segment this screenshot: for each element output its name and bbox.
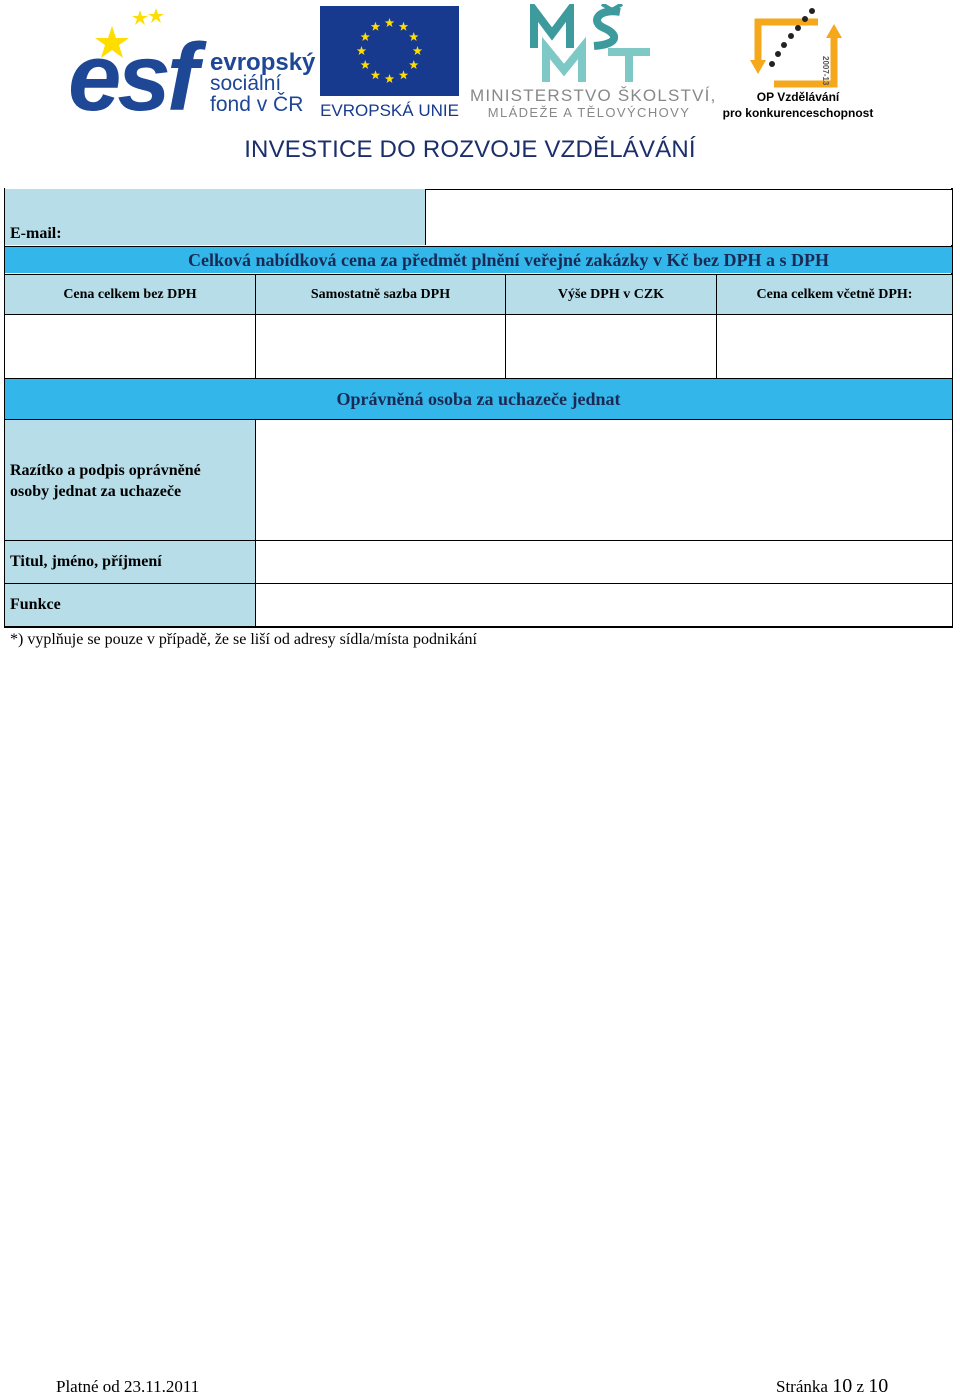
authorized-section-title: Oprávněná osoba za uchazeče jednat xyxy=(336,389,621,409)
price-col-header xyxy=(5,274,255,314)
stamp-label-cell xyxy=(5,419,255,540)
page-word: Stránka xyxy=(776,1377,828,1396)
eu-star-icon xyxy=(409,60,419,69)
eu-star-icon xyxy=(385,18,395,27)
page-of: z xyxy=(856,1377,864,1396)
op-mark-icon xyxy=(748,4,848,92)
email-value-field[interactable] xyxy=(425,189,952,245)
eu-star-icon xyxy=(371,70,381,79)
title-name-label: Titul, jméno, příjmení xyxy=(10,553,162,570)
esf-letters: esf xyxy=(68,24,195,131)
page-total: 10 xyxy=(868,1375,889,1397)
op-years: 2007-13 xyxy=(821,56,830,86)
eu-star-icon xyxy=(361,32,371,41)
price-col-header-label: Samostatně sazba DPH xyxy=(310,287,451,302)
function-label-cell xyxy=(5,583,255,626)
msmt-line-2: MLÁDEŽE A TĚLOVÝCHOVY xyxy=(487,105,691,120)
eu-star-icon xyxy=(399,22,409,31)
title-name-field[interactable] xyxy=(255,540,952,583)
esf-line-1: evropský xyxy=(210,49,316,76)
op-line-2: pro konkurenceschopnost xyxy=(722,106,874,120)
eu-star-icon xyxy=(371,22,381,31)
eu-name: EVROPSKÁ UNIE xyxy=(320,101,459,120)
price-section-title: Celková nabídková cena za předmět plnění veřejné zakázky v Kč bez DPH a s DPH xyxy=(188,250,829,270)
esf-logo xyxy=(0,0,316,131)
eu-star-icon xyxy=(361,60,371,69)
esf-name xyxy=(210,49,316,116)
eu-star-icon xyxy=(413,46,423,55)
valid-from: Platné od 23.11.2011 xyxy=(56,1377,200,1396)
msmt-line-1: MINISTERSTVO ŠKOLSTVÍ, xyxy=(470,86,717,105)
price-col-header-label: Výše DPH v CZK xyxy=(557,287,665,302)
eu-star-icon xyxy=(399,70,409,79)
stamp-label-line-2: osoby jednat za uchazeče xyxy=(10,483,182,500)
op-logo xyxy=(748,4,848,92)
tagline: INVESTICE DO ROZVOJE VZDĚLÁVÁNÍ xyxy=(244,136,696,163)
price-col-header-label: Cena celkem včetně DPH: xyxy=(756,287,913,302)
eu-star-icon xyxy=(409,32,419,41)
footnote: *) vyplňuje se pouze v případě, že se liší od adresy sídla/místa podnikání xyxy=(10,631,477,648)
authorized-section-header xyxy=(5,378,952,419)
stamp-label xyxy=(10,460,201,502)
price-section-header xyxy=(5,246,952,273)
price-col-header xyxy=(716,274,952,314)
eu-star-icon xyxy=(385,74,395,83)
page-number xyxy=(776,1375,888,1398)
price-value-field[interactable] xyxy=(716,314,952,378)
title-name-label-cell xyxy=(5,540,255,583)
price-col-header xyxy=(505,274,716,314)
esf-line-3: fond v ČR xyxy=(210,93,304,116)
eu-flag xyxy=(320,6,459,96)
price-col-header-label: Cena celkem bez DPH xyxy=(63,287,197,302)
esf-line-2: sociální xyxy=(210,72,282,95)
stamp-signature-field[interactable] xyxy=(255,419,952,540)
email-label: E-mail: xyxy=(10,225,62,242)
email-label-cell xyxy=(5,189,425,245)
function-label: Funkce xyxy=(10,596,61,613)
function-field[interactable] xyxy=(255,583,952,626)
price-value-field[interactable] xyxy=(255,314,505,378)
msmt-mark-icon xyxy=(528,4,654,84)
eu-stars-icon xyxy=(320,6,459,96)
msmt-logo xyxy=(528,4,654,84)
price-value-field[interactable] xyxy=(5,314,255,378)
price-col-header xyxy=(255,274,505,314)
eu-star-icon xyxy=(357,46,367,55)
page-current: 10 xyxy=(832,1375,853,1397)
price-value-field[interactable] xyxy=(505,314,716,378)
logo-header xyxy=(0,0,960,175)
stamp-label-line-1: Razítko a podpis oprávněné xyxy=(10,462,201,479)
op-line-1: OP Vzdělávání xyxy=(756,90,840,104)
